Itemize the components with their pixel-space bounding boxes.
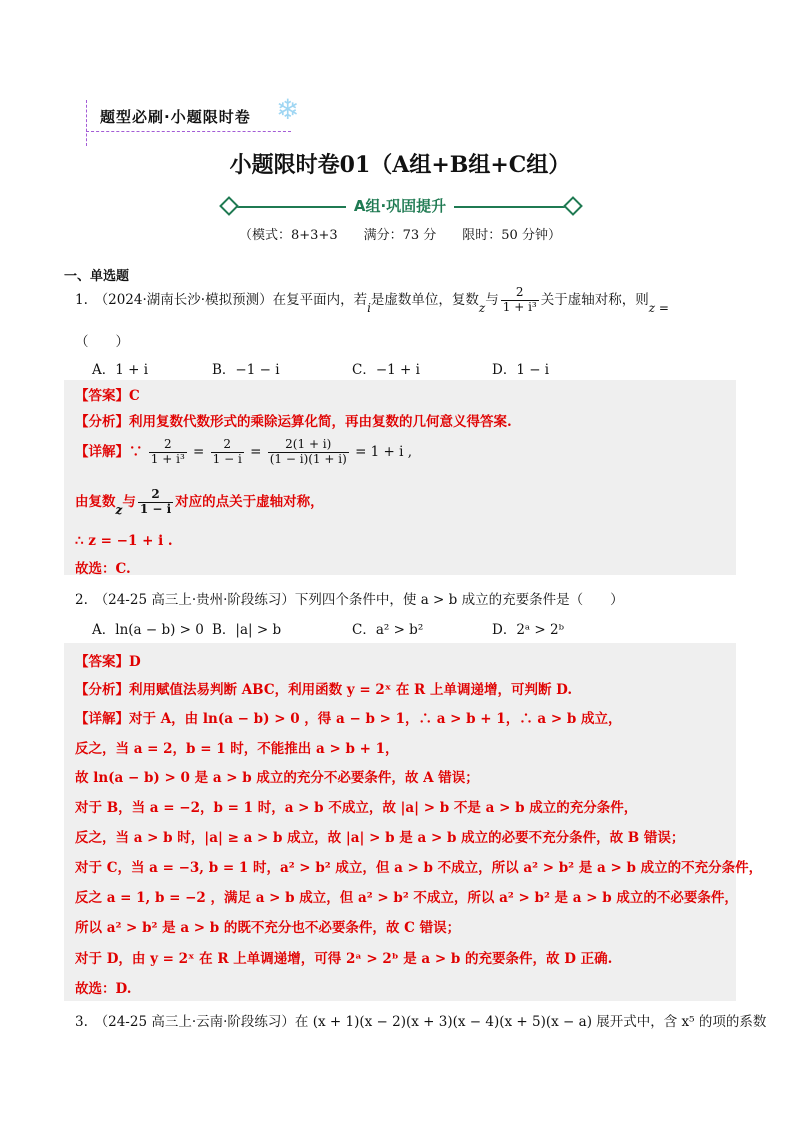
- header-label: 题型必刷·小题限时卷: [100, 108, 251, 126]
- q2-option-a[interactable]: A．ln(a − b) > 0: [92, 622, 204, 638]
- exam-mode-info: （模式：8+3+3 满分：73 分 限时：50 分钟）: [239, 228, 561, 243]
- q2-detail-line: 对于 B，当 a = −2，b = 1 时，a > b 不成立，故 |a| > b 不是 a > b 成立的充分条件，: [75, 800, 638, 816]
- q2-choose: 故选：D.: [75, 981, 132, 997]
- section-banner: [218, 195, 582, 219]
- q2-answer: 【答案】D: [75, 654, 141, 670]
- q2-detail-line: 反之，当 a > b 时，|a| ≥ a > b 成立，故 |a| > b 是 a > b 成立的必要不充分条件，故 B 错误；: [75, 830, 685, 846]
- q2-detail-line: 对于 C，当 a = −3, b = 1 时，a² > b² 成立，但 a > b 不成立，所以 a² > b² 是 a > b 成立的不充分条件，: [75, 860, 763, 876]
- q2-detail-line: 对于 D，由 y = 2ˣ 在 R 上单调递增，可得 2ᵃ > 2ᵇ 是 a > b 的充要条件，故 D 正确.: [75, 951, 613, 967]
- part-heading: 一、单选题: [64, 269, 130, 284]
- q2-option-c[interactable]: C．a² > b²: [352, 622, 424, 638]
- header-decor-vline: [86, 100, 87, 146]
- q1-option-a[interactable]: A．1 + i: [92, 362, 149, 378]
- header-decor-hline: [86, 131, 291, 132]
- q1-stem: 1. （2024·湖南长沙·模拟预测）在复平面内，若i是虚数单位，复数z与 $\frac{2}{\text{1 + i³}}$ 关于虚轴对称，则z =: [75, 285, 669, 315]
- q1-fraction: $\frac{2}{\text{1 + i³}}$: [502, 285, 537, 314]
- q1-option-b[interactable]: B．−1 − i: [212, 362, 280, 378]
- q2-stem: 2. （24-25 高三上·贵州·阶段练习）下列四个条件中，使 a > b 成立的充要条件是（ ）: [75, 592, 624, 608]
- q2-option-d[interactable]: D．2ᵃ > 2ᵇ: [492, 622, 565, 638]
- q1-option-d[interactable]: D．1 − i: [492, 362, 550, 378]
- q1-detail-line2: 由复数z与 $\frac{2}{1 - i}$ 对应的点关于虚轴对称，: [75, 487, 324, 517]
- page-title: 小题限时卷01（A组+B组+C组）: [229, 152, 571, 178]
- q2-detail-line: 反之 a = 1, b = −2 ，满足 a > b 成立，但 a² > b² 不成立，所以 a² > b² 是 a > b 成立的不必要条件，: [75, 890, 738, 906]
- snowflake-icon: ❄: [276, 93, 300, 126]
- section-label: A组·巩固提升: [346, 197, 454, 215]
- q1-paren: （ ）: [75, 334, 129, 350]
- q2-detail-line: 【详解】对于 A，由 ln(a − b) > 0 ，得 a − b > 1，∴ a > b + 1，∴ a > b 成立，: [75, 711, 622, 727]
- q2-detail-line: 所以 a² > b² 是 a > b 的既不充分也不必要条件，故 C 错误；: [75, 920, 461, 936]
- q2-detail-line: 故 ln(a − b) > 0 是 a > b 成立的充分不必要条件，故 A 错误；: [75, 770, 479, 786]
- q1-detail: 【详解】∵ $\frac{2}{\text{1 + i³}}$ = $\frac{2}{1 - i}$ = $\frac{2(1 + i)}{(1 - i)(1 + i)}$ = 1 + i ,: [75, 437, 413, 466]
- q2-option-b[interactable]: B．|a| > b: [212, 622, 282, 638]
- q1-option-c[interactable]: C．−1 + i: [352, 362, 420, 378]
- q3-stem: 3. （24-25 高三上·云南·阶段练习）在 (x + 1)(x − 2)(x + 3)(x − 4)(x + 5)(x − a) 展开式中，含 x⁵ 的项的系数: [75, 1014, 767, 1030]
- q1-choose: 故选：C.: [75, 561, 131, 577]
- q2-detail-line: 反之，当 a = 2，b = 1 时，不能推出 a > b + 1，: [75, 741, 399, 757]
- q1-detail-line3: ∴ z = −1 + i .: [75, 533, 173, 549]
- q2-analysis: 【分析】利用赋值法易判断 ABC，利用函数 y = 2ˣ 在 R 上单调递增，可判断 D.: [75, 682, 573, 698]
- q1-analysis: 【分析】利用复数代数形式的乘除运算化简，再由复数的几何意义得答案.: [75, 414, 512, 430]
- q1-answer: 【答案】C: [75, 388, 140, 404]
